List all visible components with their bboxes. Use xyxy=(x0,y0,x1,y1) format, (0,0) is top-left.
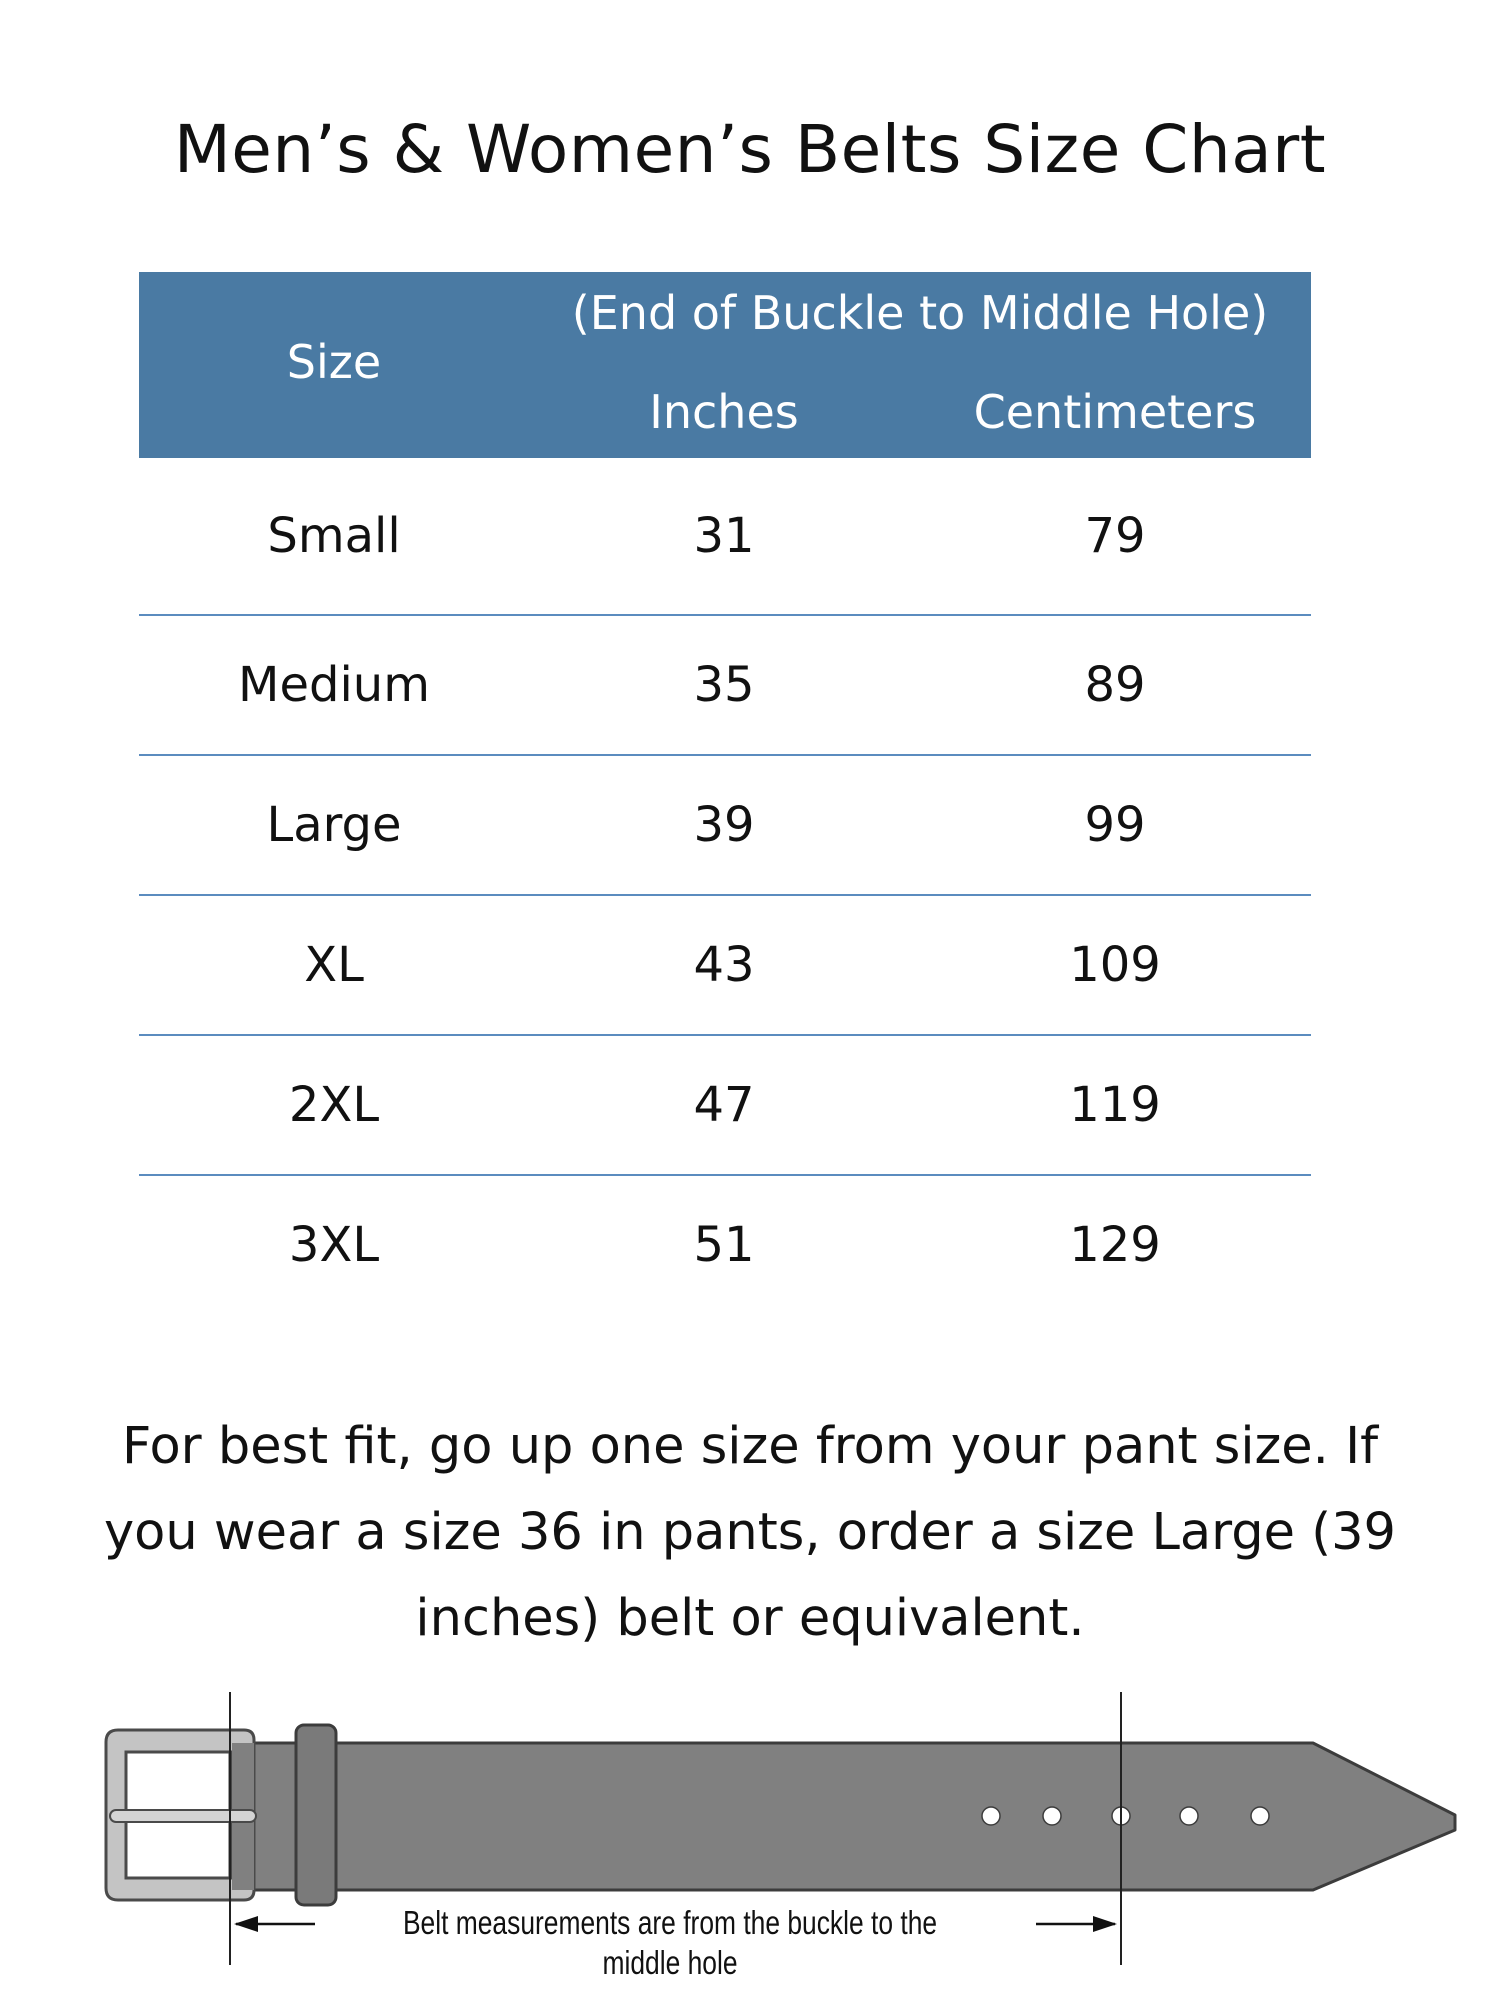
size-cell: Medium xyxy=(238,657,430,713)
table-row xyxy=(139,896,1311,1036)
table-row xyxy=(139,458,1311,616)
belt-hole xyxy=(982,1807,1000,1825)
arrowhead-left-icon xyxy=(234,1916,258,1932)
table-row xyxy=(139,616,1311,756)
size-cell: 2XL xyxy=(288,1077,380,1133)
size-cell: XL xyxy=(304,937,364,993)
centimeters-cell: 129 xyxy=(1069,1217,1161,1273)
inches-cell: 43 xyxy=(693,937,755,993)
belt-measurement-caption: Belt measurements are from the buckle to the middle hole xyxy=(402,1904,938,1981)
belt-hole xyxy=(1180,1807,1198,1825)
size-cell: Large xyxy=(266,797,402,853)
belt-hole xyxy=(1251,1807,1269,1825)
belt-loop xyxy=(296,1725,336,1905)
table-row xyxy=(139,756,1311,896)
header-inches: Inches xyxy=(649,385,799,439)
fit-advice: For best fit, go up one size from your pant size. If you wear a size 36 in pants, order a size Large (39 inches) belt or equivalent. xyxy=(103,1417,1396,1648)
size-cell: Small xyxy=(267,508,401,564)
inches-cell: 39 xyxy=(693,797,755,853)
table-row xyxy=(139,1176,1311,1314)
belt-hole xyxy=(1043,1807,1061,1825)
centimeters-cell: 109 xyxy=(1069,937,1161,993)
centimeters-cell: 89 xyxy=(1084,657,1146,713)
belt-strap xyxy=(230,1743,1455,1890)
table-header xyxy=(139,272,1311,458)
size-table xyxy=(139,272,1311,1314)
header-centimeters: Centimeters xyxy=(973,385,1257,439)
centimeters-cell: 119 xyxy=(1069,1077,1161,1133)
header-measurement-note: (End of Buckle to Middle Hole) xyxy=(571,286,1269,340)
arrowhead-right-icon xyxy=(1093,1916,1117,1932)
inches-cell: 51 xyxy=(693,1217,755,1273)
size-cell: 3XL xyxy=(288,1217,380,1273)
centimeters-cell: 99 xyxy=(1084,797,1146,853)
header-size: Size xyxy=(286,335,382,389)
table-row xyxy=(139,1036,1311,1176)
buckle-prong xyxy=(110,1810,256,1822)
centimeters-cell: 79 xyxy=(1084,508,1146,564)
inches-cell: 47 xyxy=(693,1077,755,1133)
inches-cell: 35 xyxy=(693,657,755,713)
inches-cell: 31 xyxy=(693,508,755,564)
page-title: Men’s & Women’s Belts Size Chart xyxy=(173,111,1327,188)
